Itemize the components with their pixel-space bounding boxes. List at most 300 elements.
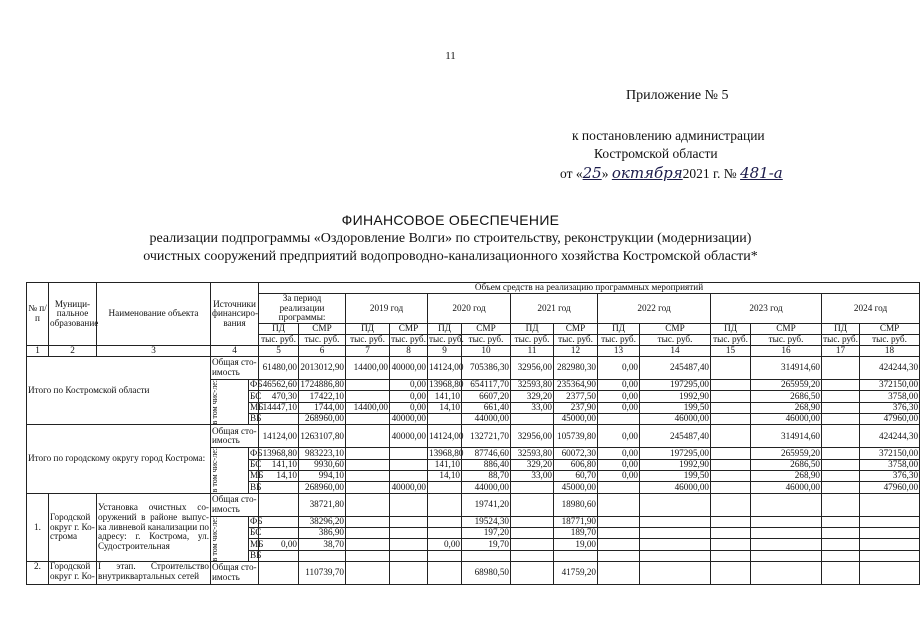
- value-cell: 19,70: [462, 539, 511, 550]
- value-cell: [390, 471, 428, 482]
- including-label-cell: [211, 379, 249, 424]
- header-smr: СМР: [554, 323, 598, 334]
- value-cell: 0,00: [598, 448, 640, 459]
- value-cell: 0,00: [390, 402, 428, 413]
- value-cell: 40000,00: [390, 482, 428, 493]
- value-cell: 19,00: [554, 539, 598, 550]
- source-bs: БС: [250, 459, 262, 470]
- including-label: в том чис-ле:: [210, 516, 219, 562]
- header-object: Наименование объекта: [97, 283, 211, 346]
- value-cell: 19741,20: [462, 493, 511, 516]
- value-cell: 372150,00: [860, 448, 920, 459]
- header-unit: тыс. руб.: [462, 334, 511, 345]
- value-cell: 386,90: [299, 528, 346, 539]
- value-cell: 40000,00: [390, 356, 428, 379]
- value-cell: 13968,80: [429, 379, 464, 390]
- value-cell: 32956,00: [511, 425, 554, 448]
- header-unit: тыс. руб.: [860, 334, 920, 345]
- source-vb: ВБ: [250, 481, 262, 492]
- document-subtitle-line-2: очистных сооружений предприятий водопроводно-канализационного хозяйства Костромской области*: [143, 249, 758, 264]
- value-cell: 376,30: [860, 471, 920, 482]
- value-cell: [640, 550, 711, 561]
- value-cell: [259, 528, 299, 539]
- value-cell: 1263107,80: [299, 425, 346, 448]
- value-cell: 87746,60: [462, 448, 511, 459]
- value-cell: [346, 425, 390, 448]
- header-unit: тыс. руб.: [751, 334, 822, 345]
- column-number: 3: [97, 345, 211, 356]
- column-number: 16: [751, 345, 822, 356]
- item-municipality: Городской округ г. Ко-строма: [49, 493, 97, 561]
- value-cell: 424244,30: [860, 425, 920, 448]
- header-pd: ПД: [822, 323, 860, 334]
- value-cell: 18980,60: [554, 493, 598, 516]
- value-cell: [346, 550, 390, 561]
- value-cell: 38296,20: [299, 516, 346, 527]
- value-cell: [751, 528, 822, 539]
- value-cell: 45000,00: [554, 414, 598, 425]
- value-cell: 47960,00: [860, 414, 920, 425]
- value-cell: [390, 550, 428, 561]
- value-cell: [822, 493, 860, 516]
- including-label: в том чис-ле:: [210, 448, 219, 493]
- header-volume: Объем средств на реализацию программных мероприятий: [259, 283, 920, 294]
- value-cell: [822, 471, 860, 482]
- value-cell: [860, 528, 920, 539]
- value-cell: [428, 493, 462, 516]
- header-unit: тыс. руб.: [511, 334, 554, 345]
- value-cell: 40000,00: [390, 414, 428, 425]
- value-cell: 141,10: [428, 459, 462, 470]
- value-cell: [462, 550, 511, 561]
- value-cell: [390, 539, 428, 550]
- header-unit: тыс. руб.: [391, 334, 426, 345]
- value-cell: [598, 550, 640, 561]
- value-cell: [346, 379, 390, 390]
- value-cell: [598, 528, 640, 539]
- value-cell: 132721,70: [462, 425, 511, 448]
- value-cell: [346, 448, 390, 459]
- value-cell: 38,70: [299, 539, 346, 550]
- value-cell: [390, 528, 428, 539]
- value-cell: 40000,00: [390, 425, 428, 448]
- value-cell: 32956,00: [511, 356, 554, 379]
- value-cell: [598, 493, 640, 516]
- column-number: 9: [428, 345, 462, 356]
- header-2024: 2024 год: [822, 294, 920, 324]
- value-cell: [640, 562, 711, 585]
- value-cell: 329,20: [511, 391, 554, 402]
- value-cell: [346, 459, 390, 470]
- value-cell: 110739,70: [299, 562, 346, 585]
- header-smr: СМР: [390, 323, 428, 334]
- value-cell: 237,90: [554, 402, 598, 413]
- value-cell: 60072,30: [554, 448, 598, 459]
- value-cell: [860, 493, 920, 516]
- column-number: 15: [711, 345, 751, 356]
- value-cell: [390, 516, 428, 527]
- value-cell: 372150,00: [860, 379, 920, 390]
- value-cell: [711, 459, 751, 470]
- header-row-1: [27, 283, 920, 294]
- value-cell: [598, 562, 640, 585]
- value-cell: [511, 493, 554, 516]
- value-cell: 14,10: [428, 471, 462, 482]
- value-cell: [598, 414, 640, 425]
- value-cell: 329,20: [511, 459, 554, 470]
- value-cell: 14447,10: [259, 402, 299, 413]
- value-cell: [822, 459, 860, 470]
- value-cell: 33,00: [511, 471, 554, 482]
- header-municipality: Муници-пальное образование: [49, 283, 97, 346]
- value-cell: 0,00: [259, 539, 299, 550]
- value-cell: [511, 562, 554, 585]
- value-cell: 268960,00: [299, 414, 346, 425]
- header-smr: СМР: [860, 323, 920, 334]
- column-number: 7: [346, 345, 390, 356]
- value-cell: [259, 493, 299, 516]
- value-cell: 199,50: [640, 471, 711, 482]
- value-cell: 265959,20: [751, 448, 822, 459]
- value-cell: [751, 539, 822, 550]
- value-cell: 2013012,90: [299, 356, 346, 379]
- value-cell: 14400,00: [346, 356, 390, 379]
- value-cell: 0,00: [598, 402, 640, 413]
- value-cell: 141,10: [259, 459, 299, 470]
- value-cell: [751, 516, 822, 527]
- value-cell: [711, 356, 751, 379]
- value-cell: 32593,80: [511, 379, 554, 390]
- value-cell: [428, 528, 462, 539]
- value-cell: 199,50: [640, 402, 711, 413]
- value-cell: [711, 493, 751, 516]
- value-cell: [390, 493, 428, 516]
- value-cell: 0,00: [390, 379, 428, 390]
- handwritten-number: 481-а: [740, 164, 783, 182]
- column-number: 11: [511, 345, 554, 356]
- value-cell: 197295,00: [640, 379, 711, 390]
- header-unit: тыс. руб.: [346, 334, 390, 345]
- item-number: 1.: [27, 493, 49, 561]
- value-cell: 424244,30: [860, 356, 920, 379]
- item-object-name: I этап. Строительство внутриквартальных сетей: [97, 562, 211, 585]
- source-vb: ВБ: [250, 413, 262, 424]
- value-cell: [598, 482, 640, 493]
- value-cell: [259, 414, 299, 425]
- decree-reference: к постановлению администрации: [572, 128, 765, 143]
- value-cell: 2686,50: [751, 391, 822, 402]
- value-cell: 9930,60: [299, 459, 346, 470]
- column-number: 10: [462, 345, 511, 356]
- document-subtitle-line-1: реализации подпрограммы «Оздоровление Волги» по строительству, реконструкции (модернизации): [149, 231, 752, 246]
- item-number: 2.: [27, 562, 49, 585]
- value-cell: 376,30: [860, 402, 920, 413]
- header-unit: тыс. руб.: [429, 334, 464, 345]
- value-cell: 245487,40: [640, 356, 711, 379]
- source-vb: ВБ: [250, 550, 262, 561]
- value-cell: 38721,80: [299, 493, 346, 516]
- value-cell: 45000,00: [554, 482, 598, 493]
- value-cell: 268,90: [751, 402, 822, 413]
- value-cell: [751, 550, 822, 561]
- value-cell: 282980,30: [554, 356, 598, 379]
- value-cell: 994,10: [299, 471, 346, 482]
- value-cell: [822, 528, 860, 539]
- value-cell: [822, 425, 860, 448]
- value-cell: [390, 459, 428, 470]
- value-cell: [822, 550, 860, 561]
- value-cell: [640, 516, 711, 527]
- value-cell: 61480,00: [259, 356, 299, 379]
- value-cell: 18771,90: [554, 516, 598, 527]
- value-cell: 32593,80: [511, 448, 554, 459]
- value-cell: [751, 493, 822, 516]
- column-number: 12: [554, 345, 598, 356]
- value-cell: 14,10: [259, 471, 299, 482]
- value-cell: [346, 516, 390, 527]
- including-label-cell: [211, 448, 249, 493]
- value-cell: [346, 391, 390, 402]
- total-cost-label: Общая сто-имость: [211, 425, 259, 448]
- value-cell: [346, 482, 390, 493]
- header-pd: ПД: [598, 323, 640, 334]
- value-cell: [711, 528, 751, 539]
- value-cell: [822, 402, 860, 413]
- value-cell: 1744,00: [299, 402, 346, 413]
- value-cell: 314914,60: [751, 425, 822, 448]
- value-cell: 0,00: [598, 356, 640, 379]
- value-cell: 46000,00: [751, 414, 822, 425]
- value-cell: 661,40: [462, 402, 511, 413]
- column-number: 2: [49, 345, 97, 356]
- header-2019: 2019 год: [346, 294, 428, 324]
- value-cell: 44000,00: [462, 482, 511, 493]
- value-cell: 105739,80: [554, 425, 598, 448]
- value-cell: 46562,60: [259, 379, 299, 390]
- value-cell: 0,00: [428, 539, 462, 550]
- value-cell: 44000,00: [462, 414, 511, 425]
- value-cell: 886,40: [462, 459, 511, 470]
- value-cell: 19524,30: [462, 516, 511, 527]
- source-fb: ФБ: [250, 379, 263, 390]
- value-cell: 13968,80: [259, 448, 299, 459]
- value-cell: 3758,00: [860, 391, 920, 402]
- value-cell: [259, 550, 299, 561]
- value-cell: 13968,80: [429, 447, 464, 458]
- value-cell: [346, 493, 390, 516]
- handwritten-day: 25: [582, 164, 602, 182]
- column-number-row: [27, 345, 920, 356]
- value-cell: [822, 414, 860, 425]
- source-bs: БС: [250, 527, 262, 538]
- total-cost-label: Общая сто-имость: [211, 356, 259, 379]
- column-number: 8: [390, 345, 428, 356]
- value-cell: [640, 539, 711, 550]
- value-cell: 314914,60: [751, 356, 822, 379]
- appendix-label: Приложение № 5: [626, 88, 729, 103]
- value-cell: 17422,10: [299, 391, 346, 402]
- value-cell: 60,70: [554, 471, 598, 482]
- value-cell: [822, 562, 860, 585]
- value-cell: [428, 414, 462, 425]
- value-cell: [390, 562, 428, 585]
- financing-table: [26, 282, 920, 585]
- page-number: 11: [445, 50, 456, 62]
- value-cell: 0,00: [598, 379, 640, 390]
- including-label-cell: [211, 516, 249, 561]
- value-cell: [860, 550, 920, 561]
- value-cell: [346, 539, 390, 550]
- value-cell: 47960,00: [860, 482, 920, 493]
- header-smr: СМР: [462, 323, 511, 334]
- column-number: 13: [598, 345, 640, 356]
- value-cell: 0,00: [598, 459, 640, 470]
- value-cell: 2686,50: [751, 459, 822, 470]
- value-cell: [822, 448, 860, 459]
- value-cell: 46000,00: [640, 482, 711, 493]
- value-cell: 0,00: [598, 391, 640, 402]
- source-fb: ФБ: [250, 516, 263, 527]
- value-cell: 0,00: [598, 471, 640, 482]
- value-cell: 2377,50: [554, 391, 598, 402]
- value-cell: 14124,00: [259, 425, 299, 448]
- value-cell: 14124,00: [428, 425, 462, 448]
- value-cell: [346, 471, 390, 482]
- header-pd: ПД: [711, 323, 751, 334]
- value-cell: [711, 391, 751, 402]
- value-cell: [346, 528, 390, 539]
- column-number: 4: [211, 345, 259, 356]
- value-cell: [511, 482, 554, 493]
- date-day-close: »: [601, 166, 609, 181]
- value-cell: 235364,90: [554, 379, 598, 390]
- value-cell: 41759,20: [554, 562, 598, 585]
- source-fb: ФБ: [250, 447, 263, 458]
- value-cell: 1992,90: [640, 459, 711, 470]
- table-row: [27, 425, 920, 448]
- value-cell: [598, 539, 640, 550]
- value-cell: [428, 562, 462, 585]
- handwritten-month: октября: [611, 164, 683, 182]
- value-cell: [346, 562, 390, 585]
- value-cell: [511, 528, 554, 539]
- total-cost-label: Общая сто-имость: [211, 493, 259, 516]
- value-cell: [711, 550, 751, 561]
- item-object-name: Установка очистных со-оружений в районе выпус-ка ливневой канализации по адресу: г. Кострома, ул. Судостроительная: [97, 493, 211, 561]
- value-cell: 0,00: [390, 391, 428, 402]
- table-row: [27, 562, 920, 585]
- value-cell: [822, 379, 860, 390]
- value-cell: [711, 471, 751, 482]
- table-row: [27, 493, 920, 516]
- header-pd: ПД: [259, 323, 299, 334]
- value-cell: 983223,10: [299, 448, 346, 459]
- value-cell: [511, 539, 554, 550]
- header-pd: ПД: [511, 323, 554, 334]
- header-sources: Источники финансиро-вания: [211, 283, 259, 346]
- value-cell: 1992,90: [640, 391, 711, 402]
- value-cell: [711, 379, 751, 390]
- header-2023: 2023 год: [711, 294, 822, 324]
- value-cell: [259, 562, 299, 585]
- including-label: в том чис-ле:: [210, 379, 219, 425]
- value-cell: 33,00: [511, 402, 554, 413]
- date-prefix: от «: [560, 166, 583, 181]
- value-cell: 268,90: [751, 471, 822, 482]
- value-cell: [640, 528, 711, 539]
- decree-date-line: [560, 164, 783, 182]
- value-cell: 197295,00: [640, 448, 711, 459]
- value-cell: [711, 516, 751, 527]
- value-cell: [711, 482, 751, 493]
- value-cell: [299, 550, 346, 561]
- source-mb: МБ: [250, 402, 264, 412]
- value-cell: 654117,70: [462, 379, 511, 390]
- region-name: Костромской области: [594, 146, 718, 161]
- value-cell: [598, 516, 640, 527]
- value-cell: [511, 414, 554, 425]
- header-unit: тыс. руб.: [299, 334, 346, 345]
- value-cell: 470,30: [259, 391, 299, 402]
- header-unit: тыс. руб.: [711, 334, 751, 345]
- header-unit: тыс. руб.: [554, 334, 598, 345]
- header-unit: тыс. руб.: [259, 334, 299, 345]
- header-2022: 2022 год: [598, 294, 711, 324]
- header-2021: 2021 год: [511, 294, 598, 324]
- header-smr: СМР: [640, 323, 711, 334]
- value-cell: 1724886,80: [300, 379, 345, 390]
- value-cell: 68980,50: [462, 562, 511, 585]
- document-title: ФИНАНСОВОЕ ОБЕСПЕЧЕНИЕ: [341, 212, 560, 228]
- value-cell: 14124,00: [428, 356, 462, 379]
- column-number: 14: [640, 345, 711, 356]
- value-cell: [711, 425, 751, 448]
- value-cell: [860, 539, 920, 550]
- column-number: 1: [27, 345, 49, 356]
- value-cell: [259, 482, 299, 493]
- value-cell: 265959,20: [751, 379, 822, 390]
- column-number: 6: [299, 345, 346, 356]
- value-cell: [751, 562, 822, 585]
- value-cell: [860, 516, 920, 527]
- value-cell: [428, 516, 462, 527]
- value-cell: 6607,20: [462, 391, 511, 402]
- item-municipality: Городской округ г. Ко-: [49, 562, 97, 585]
- value-cell: [822, 539, 860, 550]
- value-cell: 46000,00: [640, 414, 711, 425]
- value-cell: [711, 414, 751, 425]
- value-cell: [428, 550, 462, 561]
- group-label: Итого по городскому округу город Кострома:: [27, 425, 211, 493]
- value-cell: 245487,40: [640, 425, 711, 448]
- value-cell: [822, 482, 860, 493]
- value-cell: [428, 482, 462, 493]
- value-cell: [822, 391, 860, 402]
- date-year: 2021 г. №: [682, 166, 737, 181]
- value-cell: 141,10: [428, 391, 462, 402]
- value-cell: [511, 516, 554, 527]
- value-cell: [259, 516, 299, 527]
- value-cell: [860, 562, 920, 585]
- header-unit: тыс. руб.: [598, 334, 640, 345]
- group-label: Итого по Костромской области: [27, 356, 211, 424]
- header-pd: ПД: [428, 323, 462, 334]
- header-2020: 2020 год: [428, 294, 511, 324]
- total-cost-label: Общая сто-имость: [211, 562, 259, 585]
- value-cell: 46000,00: [751, 482, 822, 493]
- value-cell: [822, 516, 860, 527]
- header-unit: тыс. руб.: [640, 334, 711, 345]
